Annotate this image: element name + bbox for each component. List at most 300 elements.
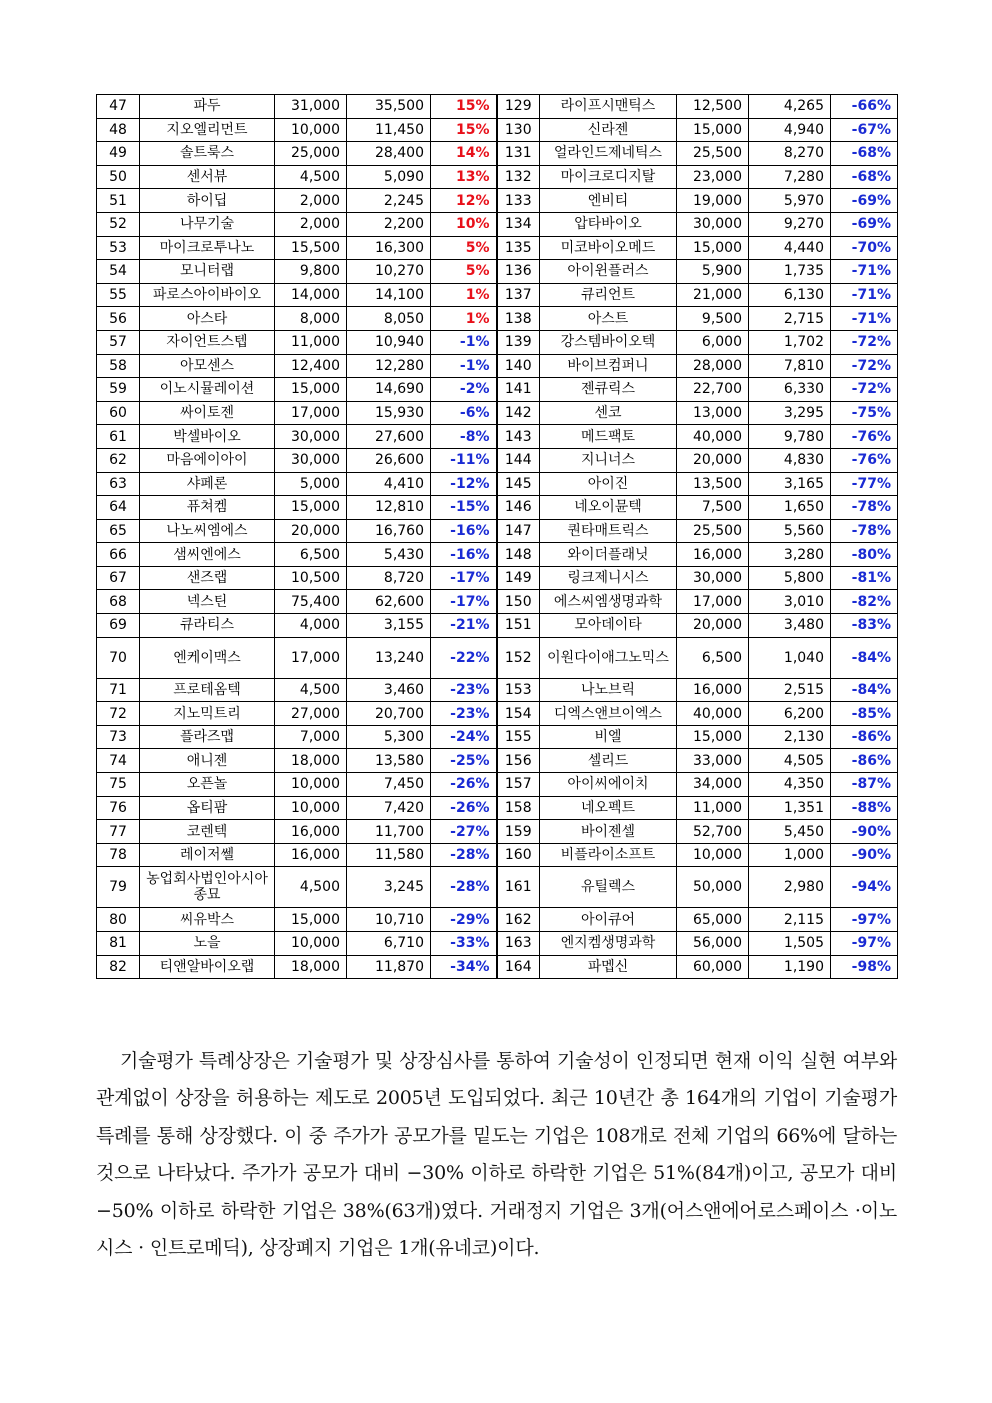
company-name: 바이브컴퍼니 — [540, 354, 677, 378]
offer-price: 16,000 — [677, 678, 749, 702]
company-number: 53 — [97, 236, 140, 260]
change-rate: -88% — [831, 796, 898, 820]
change-rate: -97% — [831, 932, 898, 956]
company-name: 신라젠 — [540, 118, 677, 142]
table-row — [97, 749, 898, 773]
change-rate: -98% — [831, 955, 898, 979]
company-name: 미코바이오메드 — [540, 236, 677, 260]
company-number: 147 — [497, 519, 540, 543]
company-number: 65 — [97, 519, 140, 543]
company-number: 50 — [97, 165, 140, 189]
current-price: 5,800 — [749, 566, 831, 590]
current-price: 7,420 — [347, 796, 431, 820]
current-price: 1,735 — [749, 260, 831, 284]
current-price: 7,810 — [749, 354, 831, 378]
company-number: 74 — [97, 749, 140, 773]
offer-price: 20,000 — [677, 614, 749, 638]
change-rate: -23% — [431, 678, 497, 702]
change-rate: -77% — [831, 472, 898, 496]
offer-price: 16,000 — [275, 843, 347, 867]
change-rate: -78% — [831, 519, 898, 543]
company-number: 142 — [497, 401, 540, 425]
company-number: 139 — [497, 330, 540, 354]
change-rate: -86% — [831, 749, 898, 773]
ipo-performance-table — [96, 94, 898, 979]
company-number: 58 — [97, 354, 140, 378]
current-price: 10,710 — [347, 908, 431, 932]
offer-price: 15,500 — [275, 236, 347, 260]
change-rate: 12% — [431, 189, 497, 213]
offer-price: 7,000 — [275, 725, 347, 749]
current-price: 2,245 — [347, 189, 431, 213]
company-name: 네오펙트 — [540, 796, 677, 820]
company-number: 163 — [497, 932, 540, 956]
change-rate: -2% — [431, 378, 497, 402]
current-price: 6,330 — [749, 378, 831, 402]
table-row — [97, 614, 898, 638]
offer-price: 2,000 — [275, 189, 347, 213]
company-number: 76 — [97, 796, 140, 820]
company-number: 55 — [97, 283, 140, 307]
offer-price: 10,000 — [275, 932, 347, 956]
company-name: 아스타 — [140, 307, 275, 331]
company-number: 69 — [97, 614, 140, 638]
offer-price: 30,000 — [677, 566, 749, 590]
table-row — [97, 955, 898, 979]
company-name: 박셀바이오 — [140, 425, 275, 449]
current-price: 3,480 — [749, 614, 831, 638]
company-name: 얼라인드제네틱스 — [540, 142, 677, 166]
offer-price: 28,000 — [677, 354, 749, 378]
company-name: 나노브릭 — [540, 678, 677, 702]
current-price: 10,940 — [347, 330, 431, 354]
company-number: 160 — [497, 843, 540, 867]
company-name: 강스템바이오텍 — [540, 330, 677, 354]
table-row — [97, 590, 898, 614]
offer-price: 10,500 — [275, 566, 347, 590]
current-price: 3,460 — [347, 678, 431, 702]
company-name: 유틸렉스 — [540, 867, 677, 908]
offer-price: 30,000 — [275, 448, 347, 472]
company-name: 티앤알바이오랩 — [140, 955, 275, 979]
table-row — [97, 95, 898, 119]
offer-price: 25,500 — [677, 519, 749, 543]
current-price: 7,280 — [749, 165, 831, 189]
change-rate: -24% — [431, 725, 497, 749]
change-rate: -76% — [831, 448, 898, 472]
company-number: 141 — [497, 378, 540, 402]
current-price: 27,600 — [347, 425, 431, 449]
company-number: 77 — [97, 820, 140, 844]
table-row — [97, 236, 898, 260]
offer-price: 65,000 — [677, 908, 749, 932]
change-rate: -17% — [431, 566, 497, 590]
current-price: 62,600 — [347, 590, 431, 614]
company-number: 80 — [97, 908, 140, 932]
company-number: 75 — [97, 773, 140, 797]
company-name: 지노믹트리 — [140, 702, 275, 726]
change-rate: -26% — [431, 773, 497, 797]
company-number: 61 — [97, 425, 140, 449]
company-name: 마이크로투나노 — [140, 236, 275, 260]
offer-price: 16,000 — [677, 543, 749, 567]
change-rate: -69% — [831, 189, 898, 213]
company-name: 아스트 — [540, 307, 677, 331]
offer-price: 52,700 — [677, 820, 749, 844]
offer-price: 50,000 — [677, 867, 749, 908]
offer-price: 23,000 — [677, 165, 749, 189]
company-number: 159 — [497, 820, 540, 844]
current-price: 9,270 — [749, 212, 831, 236]
company-name: 하이딥 — [140, 189, 275, 213]
current-price: 16,300 — [347, 236, 431, 260]
table-row — [97, 330, 898, 354]
current-price: 7,450 — [347, 773, 431, 797]
company-name: 압타바이오 — [540, 212, 677, 236]
current-price: 1,040 — [749, 637, 831, 678]
current-price: 3,165 — [749, 472, 831, 496]
company-number: 63 — [97, 472, 140, 496]
company-name: 퀀타매트릭스 — [540, 519, 677, 543]
change-rate: -22% — [431, 637, 497, 678]
offer-price: 9,500 — [677, 307, 749, 331]
change-rate: -1% — [431, 330, 497, 354]
current-price: 1,702 — [749, 330, 831, 354]
change-rate: -8% — [431, 425, 497, 449]
offer-price: 5,900 — [677, 260, 749, 284]
offer-price: 15,000 — [677, 236, 749, 260]
table-row — [97, 820, 898, 844]
company-name: 라이프시맨틱스 — [540, 95, 677, 119]
change-rate: -80% — [831, 543, 898, 567]
company-name: 프로테옴텍 — [140, 678, 275, 702]
offer-price: 15,000 — [677, 118, 749, 142]
company-name: 에스씨엠생명과학 — [540, 590, 677, 614]
change-rate: -86% — [831, 725, 898, 749]
company-number: 143 — [497, 425, 540, 449]
current-price: 2,200 — [347, 212, 431, 236]
current-price: 5,970 — [749, 189, 831, 213]
company-number: 154 — [497, 702, 540, 726]
offer-price: 15,000 — [275, 496, 347, 520]
company-name: 아이진 — [540, 472, 677, 496]
offer-price: 13,500 — [677, 472, 749, 496]
change-rate: -71% — [831, 260, 898, 284]
offer-price: 12,500 — [677, 95, 749, 119]
current-price: 28,400 — [347, 142, 431, 166]
table-row — [97, 165, 898, 189]
offer-price: 4,500 — [275, 867, 347, 908]
offer-price: 75,400 — [275, 590, 347, 614]
change-rate: -90% — [831, 843, 898, 867]
change-rate: -34% — [431, 955, 497, 979]
change-rate: -23% — [431, 702, 497, 726]
current-price: 12,280 — [347, 354, 431, 378]
current-price: 2,980 — [749, 867, 831, 908]
company-name: 나노씨엠에스 — [140, 519, 275, 543]
company-number: 153 — [497, 678, 540, 702]
change-rate: -68% — [831, 142, 898, 166]
company-number: 145 — [497, 472, 540, 496]
change-rate: -71% — [831, 283, 898, 307]
change-rate: 1% — [431, 283, 497, 307]
current-price: 1,000 — [749, 843, 831, 867]
offer-price: 7,500 — [677, 496, 749, 520]
offer-price: 56,000 — [677, 932, 749, 956]
company-name: 바이젠셀 — [540, 820, 677, 844]
offer-price: 6,000 — [677, 330, 749, 354]
table-row — [97, 867, 898, 908]
current-price: 14,100 — [347, 283, 431, 307]
company-number: 73 — [97, 725, 140, 749]
change-rate: 1% — [431, 307, 497, 331]
current-price: 13,240 — [347, 637, 431, 678]
current-price: 5,090 — [347, 165, 431, 189]
current-price: 4,830 — [749, 448, 831, 472]
change-rate: -1% — [431, 354, 497, 378]
company-number: 132 — [497, 165, 540, 189]
table-row — [97, 354, 898, 378]
company-name: 아이큐어 — [540, 908, 677, 932]
current-price: 10,270 — [347, 260, 431, 284]
company-name: 마이크로디지탈 — [540, 165, 677, 189]
current-price: 6,710 — [347, 932, 431, 956]
company-number: 136 — [497, 260, 540, 284]
change-rate: -25% — [431, 749, 497, 773]
current-price: 5,430 — [347, 543, 431, 567]
change-rate: -94% — [831, 867, 898, 908]
current-price: 13,580 — [347, 749, 431, 773]
change-rate: -16% — [431, 543, 497, 567]
current-price: 4,505 — [749, 749, 831, 773]
table-row — [97, 142, 898, 166]
offer-price: 17,000 — [275, 637, 347, 678]
current-price: 3,280 — [749, 543, 831, 567]
change-rate: -76% — [831, 425, 898, 449]
current-price: 15,930 — [347, 401, 431, 425]
table-row — [97, 566, 898, 590]
offer-price: 15,000 — [275, 908, 347, 932]
current-price: 12,810 — [347, 496, 431, 520]
change-rate: -12% — [431, 472, 497, 496]
current-price: 2,515 — [749, 678, 831, 702]
table-row — [97, 401, 898, 425]
company-number: 158 — [497, 796, 540, 820]
change-rate: -27% — [431, 820, 497, 844]
company-number: 66 — [97, 543, 140, 567]
current-price: 1,505 — [749, 932, 831, 956]
company-name: 샌즈랩 — [140, 566, 275, 590]
offer-price: 33,000 — [677, 749, 749, 773]
company-name: 자이언트스텝 — [140, 330, 275, 354]
offer-price: 21,000 — [677, 283, 749, 307]
offer-price: 40,000 — [677, 425, 749, 449]
current-price: 3,010 — [749, 590, 831, 614]
table-row — [97, 118, 898, 142]
change-rate: -66% — [831, 95, 898, 119]
offer-price: 2,000 — [275, 212, 347, 236]
change-rate: -85% — [831, 702, 898, 726]
company-name: 지오엘리먼트 — [140, 118, 275, 142]
current-price: 2,115 — [749, 908, 831, 932]
current-price: 2,715 — [749, 307, 831, 331]
company-number: 51 — [97, 189, 140, 213]
table-row — [97, 496, 898, 520]
current-price: 4,940 — [749, 118, 831, 142]
company-number: 135 — [497, 236, 540, 260]
table-row — [97, 283, 898, 307]
offer-price: 4,500 — [275, 678, 347, 702]
change-rate: -83% — [831, 614, 898, 638]
offer-price: 20,000 — [677, 448, 749, 472]
company-name: 플라즈맵 — [140, 725, 275, 749]
company-number: 82 — [97, 955, 140, 979]
company-number: 150 — [497, 590, 540, 614]
company-name: 싸이토젠 — [140, 401, 275, 425]
company-number: 130 — [497, 118, 540, 142]
company-name: 디엑스앤브이엑스 — [540, 702, 677, 726]
company-name: 엔비티 — [540, 189, 677, 213]
current-price: 3,245 — [347, 867, 431, 908]
offer-price: 30,000 — [275, 425, 347, 449]
company-number: 56 — [97, 307, 140, 331]
company-number: 134 — [497, 212, 540, 236]
company-number: 146 — [497, 496, 540, 520]
current-price: 5,560 — [749, 519, 831, 543]
company-name: 솔트룩스 — [140, 142, 275, 166]
table-row — [97, 908, 898, 932]
current-price: 26,600 — [347, 448, 431, 472]
company-name: 지니너스 — [540, 448, 677, 472]
table-row — [97, 448, 898, 472]
company-number: 129 — [497, 95, 540, 119]
offer-price: 12,400 — [275, 354, 347, 378]
change-rate: 13% — [431, 165, 497, 189]
table-row — [97, 773, 898, 797]
company-number: 71 — [97, 678, 140, 702]
offer-price: 25,000 — [275, 142, 347, 166]
change-rate: -78% — [831, 496, 898, 520]
current-price: 1,351 — [749, 796, 831, 820]
company-number: 156 — [497, 749, 540, 773]
offer-price: 18,000 — [275, 749, 347, 773]
company-name: 셀리드 — [540, 749, 677, 773]
current-price: 1,190 — [749, 955, 831, 979]
company-number: 140 — [497, 354, 540, 378]
change-rate: -87% — [831, 773, 898, 797]
company-number: 67 — [97, 566, 140, 590]
change-rate: -26% — [431, 796, 497, 820]
change-rate: -90% — [831, 820, 898, 844]
change-rate: 15% — [431, 118, 497, 142]
company-number: 161 — [497, 867, 540, 908]
company-name: 레이저쎌 — [140, 843, 275, 867]
body-paragraph: 기술평가 특례상장은 기술평가 및 상장심사를 통하여 기술성이 인정되면 현재 이익 실현 여부와 관계없이 상장을 허용하는 제도로 2005년 도입되었다. 최근 10년간 총 164개의 기업이 기술평가 특례를 통해 상장했다. 이 중 주가가 공모가를 밑도는 기업은 108개로 전체 기업의 66%에 달하는 것으로 나타났다. 주가가 공모가 대비 −30% 이하로 하락한 기업은 51%(84개)이고, 공모가 대비 −50% 이하로 하락한 기업은 38%(63개)였다. 거래정지 기업은 3개(어스앤에어로스페이스 ·이노시스 · 인트로메딕), 상장폐지 기업은 1개(유네코)이다. — [96, 1050, 897, 1260]
company-number: 59 — [97, 378, 140, 402]
company-name: 비플라이소프트 — [540, 843, 677, 867]
offer-price: 4,500 — [275, 165, 347, 189]
table-row — [97, 189, 898, 213]
company-name: 농업회사법인아시아종묘 — [140, 867, 275, 908]
current-price: 4,350 — [749, 773, 831, 797]
table-body — [97, 95, 898, 979]
company-number: 54 — [97, 260, 140, 284]
current-price: 3,155 — [347, 614, 431, 638]
current-price: 14,690 — [347, 378, 431, 402]
company-name: 애니젠 — [140, 749, 275, 773]
change-rate: 5% — [431, 236, 497, 260]
change-rate: -71% — [831, 307, 898, 331]
offer-price: 17,000 — [275, 401, 347, 425]
current-price: 9,780 — [749, 425, 831, 449]
change-rate: -33% — [431, 932, 497, 956]
offer-price: 10,000 — [275, 118, 347, 142]
table-row — [97, 796, 898, 820]
offer-price: 10,000 — [275, 773, 347, 797]
company-number: 157 — [497, 773, 540, 797]
current-price: 11,580 — [347, 843, 431, 867]
company-name: 링크제니시스 — [540, 566, 677, 590]
company-name: 센코 — [540, 401, 677, 425]
company-number: 133 — [497, 189, 540, 213]
company-name: 모아데이타 — [540, 614, 677, 638]
company-name: 큐리언트 — [540, 283, 677, 307]
table-row — [97, 472, 898, 496]
offer-price: 20,000 — [275, 519, 347, 543]
change-rate: 14% — [431, 142, 497, 166]
company-number: 62 — [97, 448, 140, 472]
offer-price: 34,000 — [677, 773, 749, 797]
change-rate: -81% — [831, 566, 898, 590]
current-price: 2,130 — [749, 725, 831, 749]
company-name: 메드팩토 — [540, 425, 677, 449]
change-rate: -75% — [831, 401, 898, 425]
company-number: 79 — [97, 867, 140, 908]
change-rate: -29% — [431, 908, 497, 932]
company-number: 81 — [97, 932, 140, 956]
company-number: 47 — [97, 95, 140, 119]
company-name: 나무기술 — [140, 212, 275, 236]
company-name: 엔지켐생명과학 — [540, 932, 677, 956]
current-price: 4,265 — [749, 95, 831, 119]
offer-price: 40,000 — [677, 702, 749, 726]
company-number: 131 — [497, 142, 540, 166]
company-name: 네오이뮨텍 — [540, 496, 677, 520]
company-number: 78 — [97, 843, 140, 867]
company-name: 노을 — [140, 932, 275, 956]
change-rate: -15% — [431, 496, 497, 520]
company-name: 엔케이맥스 — [140, 637, 275, 678]
company-number: 137 — [497, 283, 540, 307]
company-number: 52 — [97, 212, 140, 236]
company-name: 오픈놀 — [140, 773, 275, 797]
table-row — [97, 702, 898, 726]
change-rate: -21% — [431, 614, 497, 638]
offer-price: 17,000 — [677, 590, 749, 614]
company-number: 152 — [497, 637, 540, 678]
offer-price: 14,000 — [275, 283, 347, 307]
change-rate: -11% — [431, 448, 497, 472]
offer-price: 11,000 — [275, 330, 347, 354]
current-price: 4,410 — [347, 472, 431, 496]
change-rate: -16% — [431, 519, 497, 543]
offer-price: 8,000 — [275, 307, 347, 331]
company-name: 파두 — [140, 95, 275, 119]
company-name: 비엘 — [540, 725, 677, 749]
offer-price: 25,500 — [677, 142, 749, 166]
current-price: 8,720 — [347, 566, 431, 590]
offer-price: 18,000 — [275, 955, 347, 979]
